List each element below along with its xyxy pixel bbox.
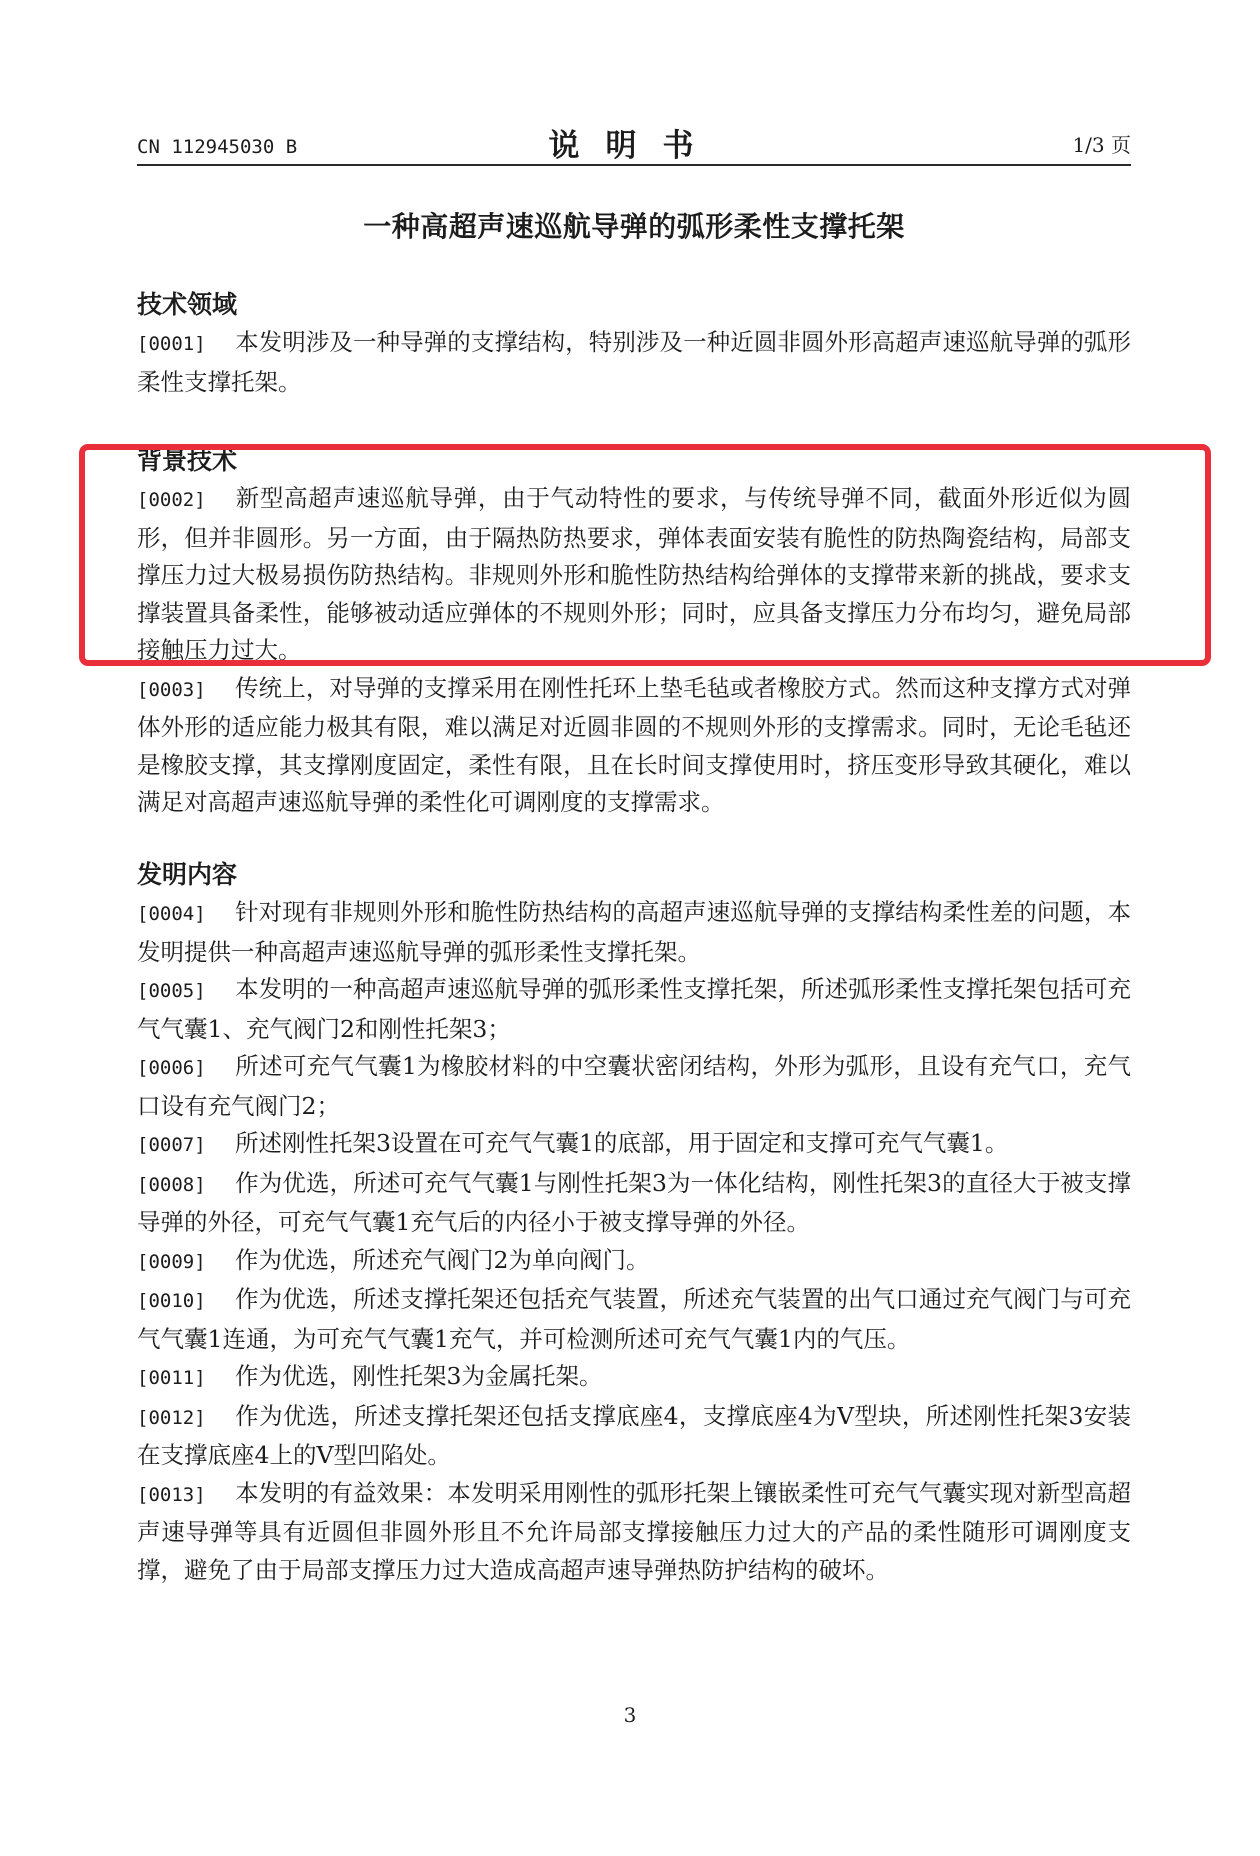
paragraph-text: 所述刚性托架3设置在可充气气囊1的底部，用于固定和支撑可充气气囊1。 xyxy=(235,1129,1009,1157)
section-heading: 发明内容 xyxy=(137,860,238,889)
paragraph xyxy=(137,1125,1131,1165)
paragraph-text: 针对现有非规则外形和脆性防热结构的高超声速巡航导弹的支撑结构柔性差的问题，本发明提供一种高超声速巡航导弹的弧形柔性支撑托架。 xyxy=(137,898,1131,966)
paragraph-text: 作为优选，所述支撑托架还包括支撑底座4，支撑底座4为V型块，所述刚性托架3安装在支撑底座4上的V型凹陷处。 xyxy=(137,1401,1131,1469)
paragraph-number: [0004] xyxy=(137,903,206,925)
section-technical-field xyxy=(137,286,1131,401)
paragraph xyxy=(137,1281,1131,1358)
paragraph xyxy=(137,1048,1131,1125)
paragraph-text: 作为优选，刚性托架3为金属托架。 xyxy=(235,1362,603,1390)
invention-title: 一种高超声速巡航导弹的弧形柔性支撑托架 xyxy=(363,210,905,243)
paragraph-text: 本发明的一种高超声速巡航导弹的弧形柔性支撑托架，所述弧形柔性支撑托架包括可充气气囊1、充气阀门2和刚性托架3； xyxy=(137,975,1131,1043)
paragraph xyxy=(137,1398,1131,1475)
section-heading: 技术领域 xyxy=(137,290,238,319)
paragraph-text: 作为优选，所述可充气气囊1与刚性托架3为一体化结构，刚性托架3的直径大于被支撑导弹的外径，可充气气囊1充气后的内径小于被支撑导弹的外径。 xyxy=(137,1168,1131,1236)
page-count: 1/3 页 xyxy=(1072,133,1131,157)
paragraph-number: [0001] xyxy=(137,333,206,355)
paragraph-text: 新型高超声速巡航导弹，由于气动特性的要求，与传统导弹不同，截面外形近似为圆形，但并非圆形。另一方面，由于隔热防热要求，弹体表面安装有脆性的防热陶瓷结构，局部支撑压力过大极易损伤防热结构。非规则外形和脆性防热结构给弹体的支撑带来新的挑战，要求支撑装置具备柔性，能够被动适应弹体的不规则外形；同时，应具备支撑压力分布均匀，避免局部接触压力过大。 xyxy=(137,484,1131,664)
paragraph xyxy=(137,1358,1131,1398)
paragraph xyxy=(137,971,1131,1048)
document-type-title: 说明书 xyxy=(548,128,720,164)
paragraph-number: [0013] xyxy=(137,1483,206,1506)
paragraph xyxy=(137,670,1131,822)
paragraph-number: [0005] xyxy=(137,980,206,1002)
paragraph-number: [0006] xyxy=(137,1057,206,1079)
paragraph-number: [0002] xyxy=(137,489,206,511)
page-header xyxy=(137,120,1131,166)
section-invention-content xyxy=(137,856,1131,1589)
paragraph-text: 传统上，对导弹的支撑采用在刚性托环上垫毛毡或者橡胶方式。然而这种支撑方式对弹体外形的适应能力极其有限，难以满足对近圆非圆的不规则外形的支撑需求。同时，无论毛毡还是橡胶支撑，其支撑刚度固定，柔性有限，且在长时间支撑使用时，挤压变形导致其硬化，难以满足对高超声速巡航导弹的柔性化可调刚度的支撑需求。 xyxy=(137,673,1131,816)
paragraph xyxy=(137,324,1131,401)
page-number: 3 xyxy=(623,1703,637,1727)
paragraph xyxy=(137,1242,1131,1282)
paragraph xyxy=(137,894,1131,971)
paragraph-number: [0009] xyxy=(137,1250,206,1273)
paragraph xyxy=(137,1475,1131,1590)
section-heading: 背景技术 xyxy=(137,446,238,475)
section-background xyxy=(137,442,1131,822)
paragraph-text: 所述可充气气囊1为橡胶材料的中空囊状密闭结构，外形为弧形，且设有充气口，充气口设有充气阀门2； xyxy=(137,1052,1131,1120)
paragraph-text: 作为优选，所述支撑托架还包括充气装置，所述充气装置的出气口通过充气阀门与可充气气囊1连通，为可充气气囊1充气，并可检测所述可充气气囊1内的气压。 xyxy=(137,1285,1131,1353)
paragraph-text: 本发明的有益效果：本发明采用刚性的弧形托架上镶嵌柔性可充气气囊实现对新型高超声速导弹等具有近圆但非圆外形且不允许局部支撑接触压力过大的产品的柔性随形可调刚度支撑，避免了由于局部支撑压力过大造成高超声速导弹热防护结构的破坏。 xyxy=(137,1478,1131,1584)
paragraph xyxy=(137,480,1131,670)
paragraph-text: 作为优选，所述充气阀门2为单向阀门。 xyxy=(235,1245,650,1274)
paragraph-number: [0003] xyxy=(137,678,206,701)
paragraph-number: [0007] xyxy=(137,1134,206,1156)
paragraph-number: [0008] xyxy=(137,1173,206,1196)
paragraph-number: [0012] xyxy=(137,1406,206,1429)
paragraph xyxy=(137,1165,1131,1242)
document-number: CN 112945030 B xyxy=(137,136,298,158)
paragraph-number: [0011] xyxy=(137,1367,206,1389)
paragraph-text: 本发明涉及一种导弹的支撑结构，特别涉及一种近圆非圆外形高超声速巡航导弹的弧形柔性支撑托架。 xyxy=(137,328,1131,396)
paragraph-number: [0010] xyxy=(137,1290,206,1312)
